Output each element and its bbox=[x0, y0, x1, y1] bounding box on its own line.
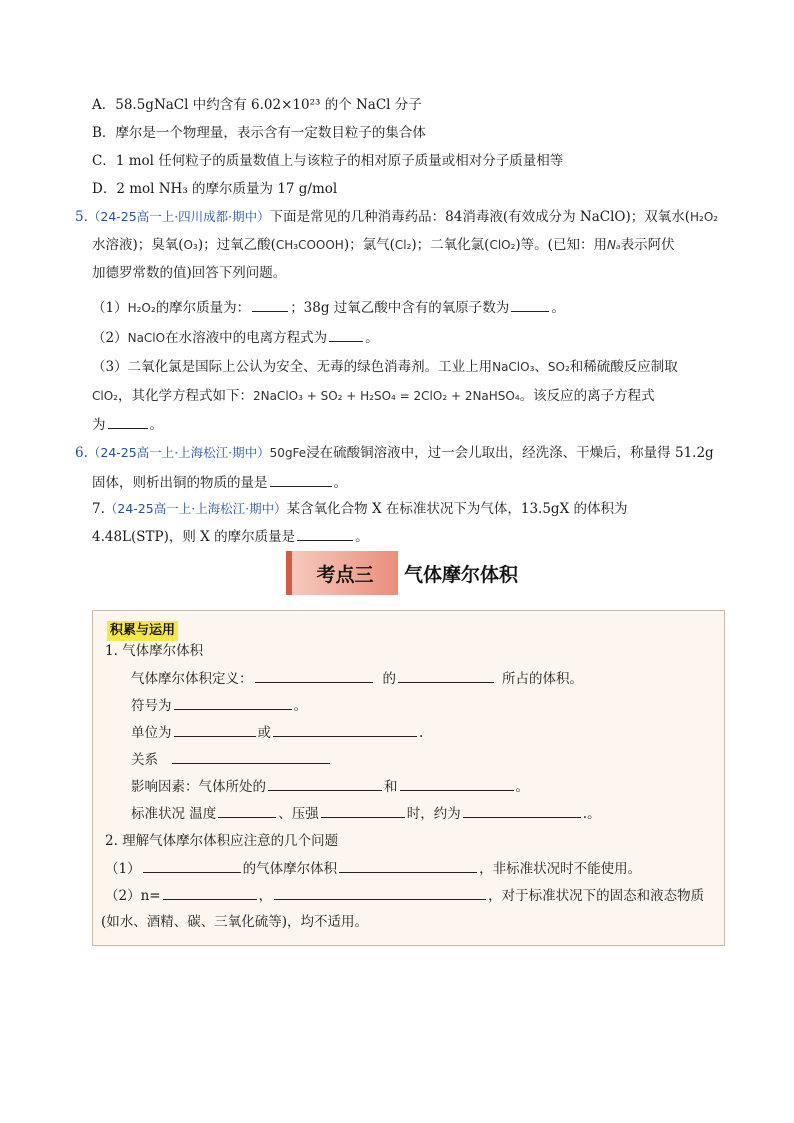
question-5-part-2 bbox=[92, 327, 379, 348]
question-source: （24-25高一上·上海松江·期中） bbox=[87, 445, 270, 460]
question-number: 6. bbox=[75, 445, 88, 461]
text: ， bbox=[258, 888, 273, 904]
symbol-line bbox=[131, 695, 307, 716]
text: 、压强 bbox=[278, 806, 319, 822]
fill-blank[interactable] bbox=[218, 803, 276, 818]
section-badge: 考点三 bbox=[286, 551, 398, 595]
text: 标准状况 温度 bbox=[131, 806, 217, 822]
text: 。 bbox=[293, 698, 307, 714]
knowledge-heading-2: 2. 理解气体摩尔体积应注意的几个问题 bbox=[105, 833, 339, 849]
text: 水溶液)；臭氧( bbox=[92, 237, 184, 253]
text: 。 bbox=[333, 475, 347, 491]
text: 为 bbox=[92, 417, 106, 433]
question-number: 5. bbox=[75, 209, 88, 225]
question-5-part-3-line-3 bbox=[92, 414, 163, 435]
text: 。 bbox=[149, 417, 163, 433]
fill-blank[interactable] bbox=[174, 695, 292, 710]
fill-blank[interactable] bbox=[268, 776, 382, 791]
text: （1） bbox=[105, 861, 141, 877]
fill-blank[interactable] bbox=[398, 668, 494, 683]
answer-blank[interactable] bbox=[329, 327, 363, 342]
question-number: 7. bbox=[92, 501, 105, 517]
chem-formula: O₃ bbox=[183, 238, 198, 252]
question-5-part-3-line-2 bbox=[92, 386, 655, 406]
text: )；二氧化氯( bbox=[411, 237, 490, 253]
text: )；氯气( bbox=[343, 237, 395, 253]
text: （3）二氧化氯是国际上公认为安全、无毒的绿色消毒剂。工业上用 bbox=[92, 359, 493, 375]
part-label: （2） bbox=[92, 330, 128, 346]
chem-formula: H₂O₂ bbox=[690, 210, 719, 224]
text: 的摩尔质量为： bbox=[155, 300, 251, 316]
fill-blank[interactable] bbox=[339, 858, 477, 873]
point-2-line bbox=[105, 885, 704, 906]
text: 和稀硫酸反应制取 bbox=[569, 359, 678, 375]
question-source: （24-25高一上·上海松江·期中） bbox=[104, 501, 287, 516]
question-7-line-2 bbox=[92, 526, 369, 547]
text: ，非标准状况时不能使用。 bbox=[479, 861, 642, 877]
knowledge-box bbox=[92, 610, 725, 946]
chem-equation: 2NaClO₃ + SO₂ + H₂SO₄ = 2ClO₂ + 2NaHSO₄ bbox=[252, 389, 520, 403]
question-5-line-3: 加德罗常数的值)回答下列问题。 bbox=[92, 265, 287, 281]
section-header bbox=[286, 551, 546, 595]
text: 时，约为 bbox=[406, 806, 461, 822]
text: 单位为 bbox=[131, 725, 172, 741]
fill-blank[interactable] bbox=[274, 885, 486, 900]
text: )；过氧乙酸( bbox=[197, 237, 276, 253]
answer-blank[interactable] bbox=[252, 297, 288, 312]
text: .。 bbox=[582, 806, 601, 822]
text: 。该反应的离子方程式 bbox=[519, 388, 655, 404]
question-5-line-2 bbox=[92, 235, 675, 255]
answer-blank[interactable] bbox=[270, 472, 332, 487]
text: 的 bbox=[382, 671, 396, 687]
fill-blank[interactable] bbox=[400, 776, 514, 791]
text: 4.48L(STP)，则 X 的摩尔质量是 bbox=[92, 529, 296, 545]
text: 所占的体积。 bbox=[502, 671, 583, 687]
chem-formula: CH₃COOOH bbox=[275, 238, 344, 252]
question-7-line-1 bbox=[92, 499, 627, 519]
chem-formula: NaClO bbox=[127, 331, 166, 345]
option-a: A．58.5gNaCl 中约含有 6.02×10²³ 的个 NaCl 分子 bbox=[92, 97, 422, 113]
text: )等。(已知：用 bbox=[515, 237, 607, 253]
text: 固体，则析出铜的物质的量是 bbox=[92, 475, 268, 491]
question-5-part-1 bbox=[92, 297, 565, 318]
chem-formula: Cl₂ bbox=[394, 238, 412, 252]
text: 。 bbox=[365, 330, 379, 346]
text: ，对于标准状况下的固态和液态物质 bbox=[488, 888, 705, 904]
text: 。 bbox=[355, 529, 369, 545]
section-title: 气体摩尔体积 bbox=[404, 563, 519, 586]
question-5-part-3 bbox=[92, 357, 678, 377]
option-c: C．1 mol 任何粒子的质量数值上与该粒子的相对原子质量或相对分子质量相等 bbox=[92, 153, 564, 169]
chem-formula: NaClO₃ bbox=[492, 360, 535, 374]
knowledge-tag: 积累与运用 bbox=[107, 621, 178, 641]
factor-line bbox=[131, 776, 529, 797]
answer-blank[interactable] bbox=[108, 414, 148, 429]
point-2-line-2: (如水、酒精、碳、三氧化硫等)，均不适用。 bbox=[101, 914, 369, 930]
fill-blank[interactable] bbox=[321, 803, 405, 818]
chem-formula: ClO₂ bbox=[92, 389, 118, 403]
text: 浸在硫酸铜溶液中，过一会儿取出，经洗涤、干燥后，称量得 51.2g bbox=[306, 445, 714, 461]
fill-blank[interactable] bbox=[273, 722, 417, 737]
chem-formula: 50gFe bbox=[269, 446, 307, 460]
fill-blank[interactable] bbox=[174, 722, 256, 737]
text: 关系 bbox=[131, 752, 158, 768]
fill-blank[interactable] bbox=[172, 749, 330, 764]
text: 符号为 bbox=[131, 698, 172, 714]
question-6-line-1 bbox=[75, 443, 714, 463]
definition-line bbox=[131, 668, 583, 689]
standard-condition-line bbox=[131, 803, 601, 824]
question-source: （24-25高一上·四川成都·期中） bbox=[87, 209, 270, 224]
fill-blank[interactable] bbox=[143, 858, 241, 873]
text: 表示阿伏 bbox=[620, 237, 675, 253]
chem-formula: ClO₂ bbox=[489, 238, 516, 252]
question-5-line-1 bbox=[75, 207, 718, 227]
text: 在水溶液中的电离方程式为 bbox=[165, 330, 328, 346]
unit-line bbox=[131, 722, 423, 743]
text: 、 bbox=[534, 359, 548, 375]
answer-blank[interactable] bbox=[511, 297, 549, 312]
text: ；38g 过氧乙酸中含有的氧原子数为 bbox=[290, 300, 510, 316]
question-6-line-2 bbox=[92, 472, 347, 493]
option-d: D．2 mol NH₃ 的摩尔质量为 17 g/mol bbox=[92, 181, 338, 197]
text: ，其化学方程式如下： bbox=[117, 388, 253, 404]
chem-formula: SO₂ bbox=[547, 360, 570, 374]
text: . bbox=[419, 725, 424, 741]
fill-blank[interactable] bbox=[163, 885, 257, 900]
fill-blank[interactable] bbox=[255, 668, 373, 683]
text: 。 bbox=[515, 779, 529, 795]
part-label: （1） bbox=[92, 300, 128, 316]
question-text: 下面是常见的几种消毒药品：84消毒液(有效成分为 NaClO)；双氧水( bbox=[269, 209, 691, 225]
chem-formula: H₂O₂ bbox=[127, 301, 156, 315]
fill-blank[interactable] bbox=[463, 803, 581, 818]
answer-blank[interactable] bbox=[297, 526, 353, 541]
text: 影响因素：气体所处的 bbox=[131, 779, 266, 795]
relation-line bbox=[131, 749, 332, 770]
text: （2）n= bbox=[105, 888, 161, 904]
text: 气体摩尔体积定义： bbox=[131, 671, 253, 687]
text: 或 bbox=[257, 725, 271, 741]
chem-formula: Nₐ bbox=[606, 238, 621, 252]
option-b: B．摩尔是一个物理量，表示含有一定数目粒子的集合体 bbox=[92, 125, 426, 141]
text: 和 bbox=[384, 779, 398, 795]
text: 某含氧化合物 X 在标准状况下为气体，13.5gX 的体积为 bbox=[286, 501, 628, 517]
text: 。 bbox=[551, 300, 565, 316]
text: 的气体摩尔体积 bbox=[242, 861, 338, 877]
point-1-line bbox=[105, 858, 641, 879]
knowledge-heading-1: 1. 气体摩尔体积 bbox=[105, 643, 204, 659]
